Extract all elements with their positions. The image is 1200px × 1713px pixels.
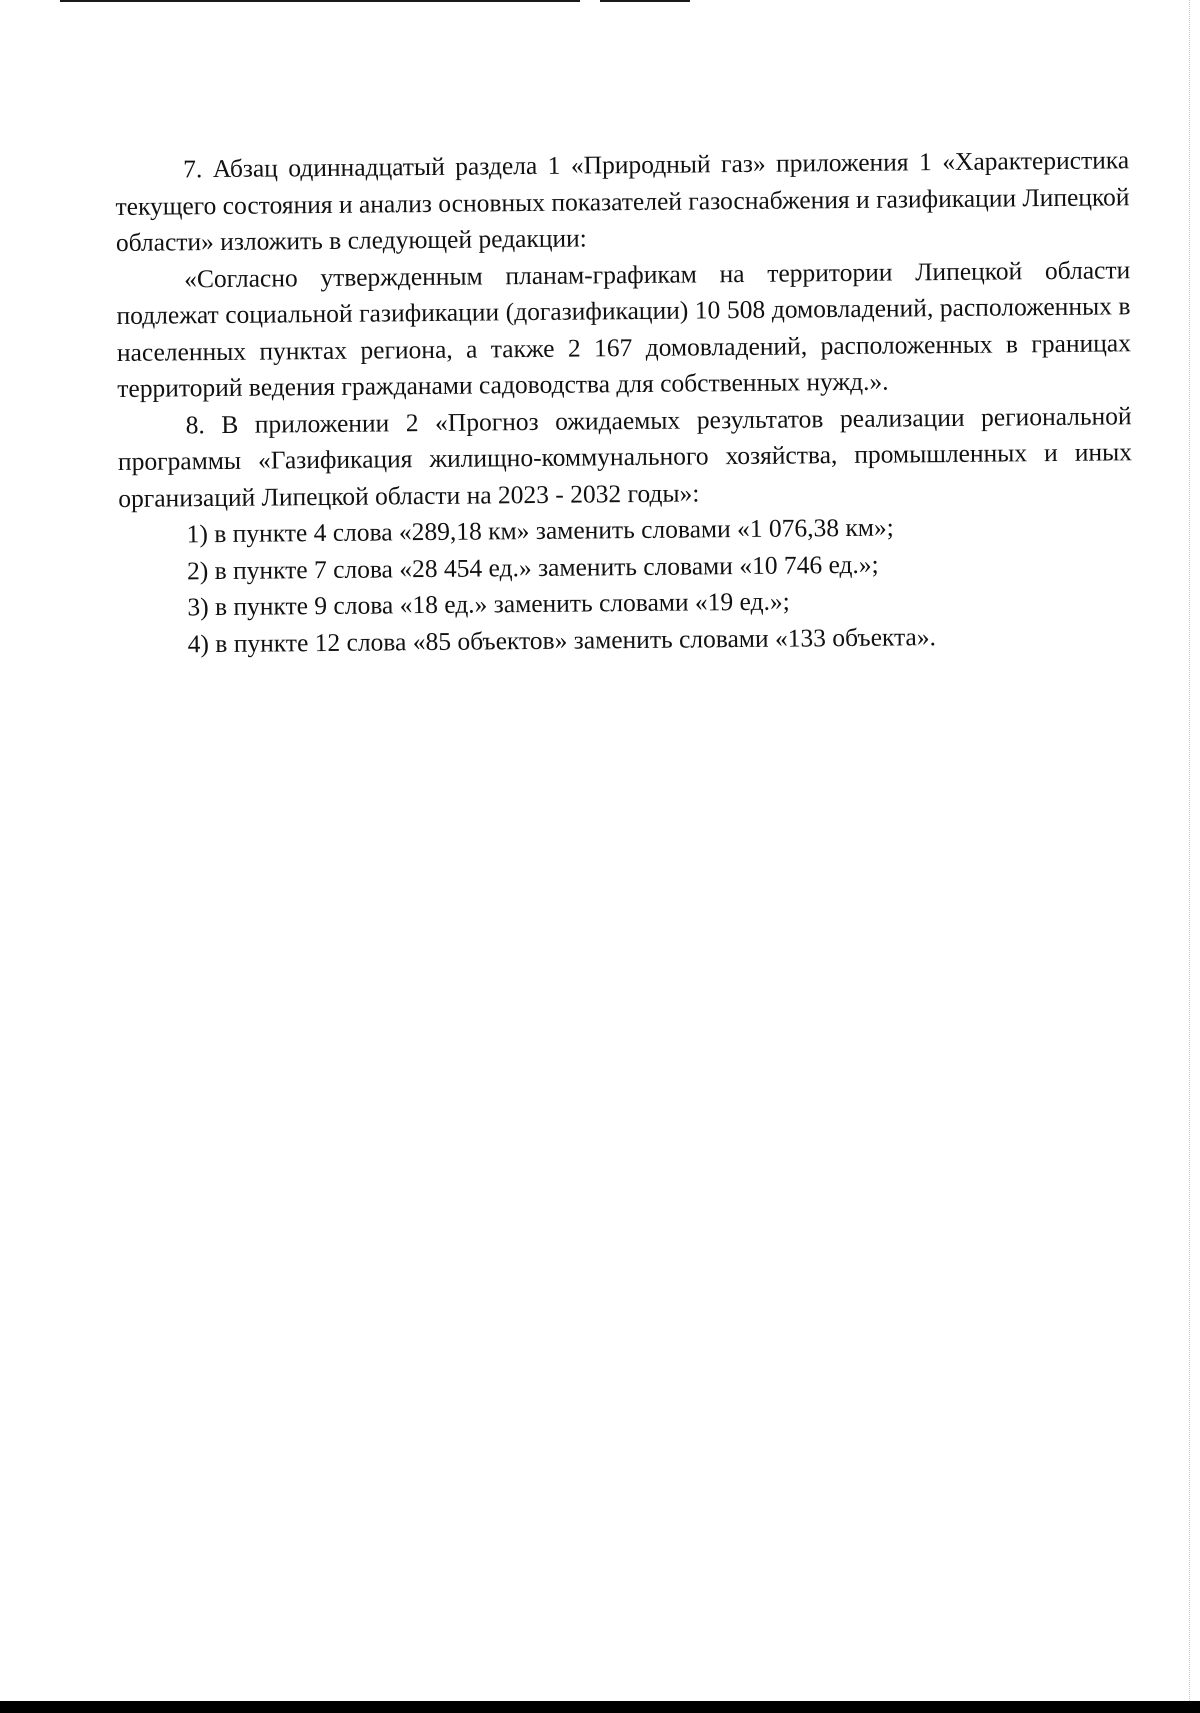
document-body (115, 142, 1134, 663)
scan-top-line-right (600, 0, 690, 2)
scan-right-edge (1189, 0, 1200, 1713)
paragraph-8: 8. В приложении 2 «Прогноз ожидаемых результатов реализации региональной программы «Газификация жилищно-коммунального хозяйства, промышленных и иных организаций Липецкой области на 2023 - 2032 годы»: (117, 400, 1133, 513)
list-item-4: 4) в пункте 12 слова «85 объектов» заменить словами «133 объекта». (187, 621, 937, 658)
paragraph-quote: «Согласно утвержденным планам-графикам на территории Липецкой области подлежат социальной газификации (догазификации) 10 508 домовладений, расположенных в населенных пунктах региона, а также 2 167 домовладений, расположенных в границах территорий ведения гражданами садоводства для собственных нужд.». (116, 254, 1132, 403)
list-item-3: 3) в пункте 9 слова «18 ед.» заменить словами «19 ед.»; (187, 586, 790, 622)
paragraph-7: 7. Абзац одиннадцатый раздела 1 «Природный газ» приложения 1 «Характеристика текущего состояния и анализ основных показателей газоснабжения и газификации Липецкой области» изложить в следующей редакции: (115, 145, 1130, 257)
scan-top-edge (0, 0, 1200, 3)
list-item-1: 1) в пункте 4 слова «289,18 км» заменить словами «1 076,38 км»; (186, 512, 894, 549)
list-item-2: 2) в пункте 7 слова «28 454 ед.» заменить словами «10 746 ед.»; (186, 549, 879, 585)
scan-top-line-left (60, 0, 580, 2)
scan-bottom-edge (0, 1701, 1200, 1713)
